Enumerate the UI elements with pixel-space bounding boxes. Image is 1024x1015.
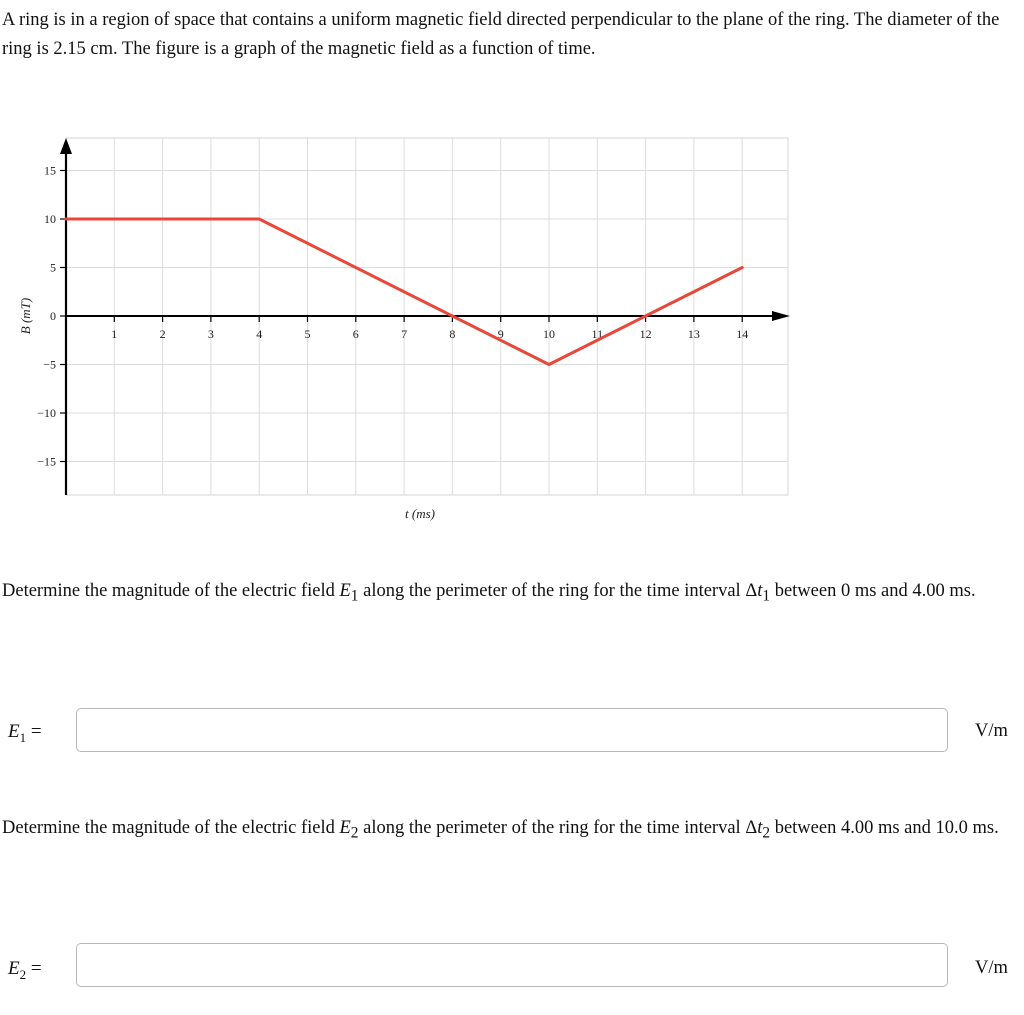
y-tick-label: 5 [50,260,56,275]
x-axis-label: t (ms) [405,506,435,521]
y-tick-label: −10 [37,406,56,420]
x-tick-label: 2 [159,327,166,341]
x-tick-label: 7 [401,327,408,341]
magnetic-field-graph [0,130,800,530]
x-tick-label: 11 [591,327,604,341]
y-tick-label: −5 [43,357,56,372]
y-tick-label: 15 [44,163,56,178]
problem-statement: A ring is in a region of space that contains a uniform magnetic field directed perpendicular to the plane of the ring. The diameter of the ring is 2.15 cm. The figure is a graph of the magnetic field as a function of time. [2,10,1000,59]
x-tick-label: 5 [304,327,311,341]
e2-unit: V/m [975,958,1008,978]
x-tick-label: 3 [207,327,214,341]
e1-unit: V/m [975,721,1008,741]
e2-label: $E_2$ = [8,958,42,982]
e2-symbol: E [339,818,351,838]
x-tick-label: 10 [543,327,555,341]
x-tick-label: 14 [736,327,749,341]
x-tick-label: 4 [256,327,263,341]
y-tick-label: 10 [44,212,56,226]
e2-answer-input[interactable] [76,943,948,987]
x-tick-label: 1 [111,327,118,341]
y-axis-label: B (mT) [18,297,33,335]
question-1-text: Determine the magnitude of the electric field $E_1$ along the perimeter of the ring for the time interval $\Delta t_1$ between 0 ms and 4.00 ms. [2,581,976,605]
e1-symbol: E [339,581,351,601]
x-tick-label: 9 [497,327,504,341]
e1-answer-input[interactable] [76,708,948,752]
y-tick-label: −15 [37,454,56,469]
y-tick-label: 0 [50,309,56,323]
x-tick-label: 8 [449,327,456,341]
e1-label: $E_1$ = [8,721,42,745]
x-tick-label: 13 [687,327,700,341]
x-tick-label: 6 [352,327,359,341]
question-2-text: Determine the magnitude of the electric field $E_2$ along the perimeter of the ring for the time interval $\Delta t_2$ between 4.00 ms and 10.0 ms. [2,818,999,842]
x-tick-label: 12 [639,327,652,341]
